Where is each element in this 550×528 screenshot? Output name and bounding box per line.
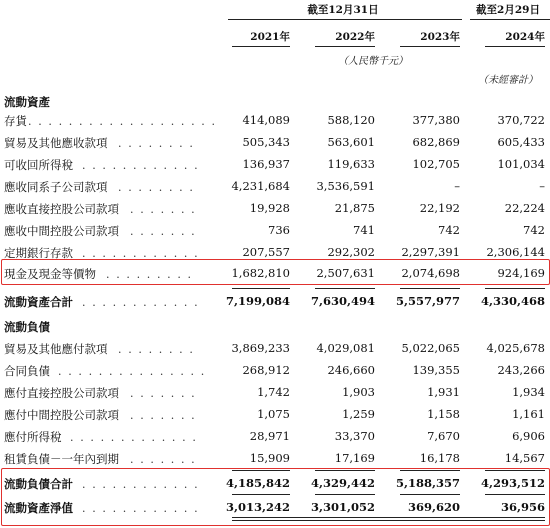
leader-dots: . . . . . . . . . . . . xyxy=(82,502,200,515)
cell-2022: 119,633 xyxy=(327,157,375,171)
cell-2024: 742 xyxy=(523,223,545,237)
row-label: 定期銀行存款 xyxy=(4,246,73,260)
cell-2021: 505,343 xyxy=(242,135,290,149)
double-rule-top xyxy=(232,517,545,518)
leader-dots: . . . . . . . . . . . . . . . xyxy=(58,365,206,378)
cell-2023: 22,192 xyxy=(419,201,460,215)
cell-2022: 3,301,052 xyxy=(310,500,375,514)
section-current-assets: 流動資產 xyxy=(4,95,50,109)
leader-dots: . . . . . . . . xyxy=(118,181,195,194)
cell-2024: 4,330,468 xyxy=(480,294,545,308)
cell-2022: 33,370 xyxy=(334,429,375,443)
leader-dots: . . . . . . . . . . . . xyxy=(82,247,200,260)
cell-2023: 1,158 xyxy=(427,407,460,421)
cell-2024: 4,293,512 xyxy=(480,476,545,490)
cell-2023: 2,074,698 xyxy=(401,266,460,280)
leader-dots: . . . . . . . xyxy=(130,409,197,422)
leader-dots: . . . . . . . . . xyxy=(106,268,193,281)
row-label: 應收中間控股公司款項 xyxy=(4,224,119,238)
year-2021-header: 2021年 xyxy=(250,31,290,43)
cell-2023: 5,557,977 xyxy=(395,294,460,308)
leader-dots: . . . . . . . xyxy=(130,453,197,466)
cell-2023: 377,380 xyxy=(412,113,460,127)
cell-2023: 1,931 xyxy=(427,385,460,399)
year-rule-2021 xyxy=(232,46,290,47)
rule-above-liability-total xyxy=(400,470,460,471)
cell-2022: 563,601 xyxy=(327,135,375,149)
cell-2022: 246,660 xyxy=(327,363,375,377)
row-label: 流動資產淨值 xyxy=(4,501,73,515)
cell-2023: 5,022,065 xyxy=(401,341,460,355)
rule-above-asset-total xyxy=(232,288,290,289)
cell-2021: 4,185,842 xyxy=(225,476,290,490)
cell-2023: 7,670 xyxy=(427,429,460,443)
cell-2024: – xyxy=(539,179,545,193)
rule-above-net-row xyxy=(232,494,290,495)
row-label: 流動資產合計 xyxy=(4,295,73,309)
cell-2022: 2,507,631 xyxy=(316,266,375,280)
cell-2021: 1,682,810 xyxy=(231,266,290,280)
cell-2022: 741 xyxy=(353,223,375,237)
rule-above-liability-total xyxy=(232,470,290,471)
section-current-liabilities: 流動負債 xyxy=(4,320,50,334)
row-label: 應收同系子公司款項 xyxy=(4,180,108,194)
cell-2023: – xyxy=(454,179,460,193)
rule-above-liability-total xyxy=(315,470,375,471)
header-group-december: 截至12月31日 xyxy=(307,4,379,16)
cell-2024: 101,034 xyxy=(497,157,545,171)
year-rule-2023 xyxy=(400,46,460,47)
row-label: 應付所得稅 xyxy=(4,430,62,444)
year-rule-2022 xyxy=(315,46,375,47)
row-label: 合同負債 xyxy=(4,364,50,378)
row-label: 租賃負債－一年內到期 xyxy=(4,452,119,466)
cell-2021: 207,557 xyxy=(242,245,290,259)
cell-2024: 14,567 xyxy=(504,451,545,465)
rule-above-net-row xyxy=(400,494,460,495)
leader-dots: . . . . . . . xyxy=(130,225,197,238)
cell-2021: 28,971 xyxy=(249,429,290,443)
cell-2022: 292,302 xyxy=(327,245,375,259)
rule-above-liability-total xyxy=(485,470,545,471)
year-rule-2024 xyxy=(485,46,545,47)
unit-label: （人民幣千元） xyxy=(338,56,408,67)
cell-2024: 370,722 xyxy=(497,113,545,127)
double-rule-bottom xyxy=(232,520,545,521)
rule-above-asset-total xyxy=(315,288,375,289)
cell-2023: 5,188,357 xyxy=(395,476,460,490)
cell-2024: 1,161 xyxy=(512,407,545,421)
cell-2024: 1,934 xyxy=(512,385,545,399)
cell-2023: 2,297,391 xyxy=(401,245,460,259)
header-group-december-rule xyxy=(228,19,462,20)
leader-dots: . . . . . . . . . . . . xyxy=(82,296,200,309)
cell-2023: 369,620 xyxy=(407,500,460,514)
cell-2024: 924,169 xyxy=(497,266,545,280)
cell-2024: 22,224 xyxy=(504,201,545,215)
cell-2021: 268,912 xyxy=(242,363,290,377)
row-label: 現金及現金等價物 xyxy=(4,267,96,281)
cell-2021: 414,089 xyxy=(242,113,290,127)
cell-2024: 4,025,678 xyxy=(486,341,545,355)
row-label: 貿易及其他應收款項 xyxy=(4,136,108,150)
leader-dots: . . . . . . . xyxy=(130,203,197,216)
cell-2023: 682,869 xyxy=(412,135,460,149)
leader-dots: . . . . . . . . . . . . . xyxy=(70,431,198,444)
cell-2021: 7,199,084 xyxy=(225,294,290,308)
unaudited-label: （未經審計） xyxy=(478,75,538,86)
row-label: 流動負債合計 xyxy=(4,477,73,491)
leader-dots: . . . . . . . . . . . . xyxy=(82,478,200,491)
leader-dots: . . . . . . . xyxy=(130,387,197,400)
cell-2021: 4,231,684 xyxy=(231,179,290,193)
cell-2021: 736 xyxy=(268,223,290,237)
cell-2021: 3,013,242 xyxy=(225,500,290,514)
row-label: 應付中間控股公司款項 xyxy=(4,408,119,422)
row-label: 可收回所得稅 xyxy=(4,158,73,172)
cell-2022: 17,169 xyxy=(334,451,375,465)
row-label: 應付直接控股公司款項 xyxy=(4,386,119,400)
cell-2021: 3,869,233 xyxy=(231,341,290,355)
cell-2023: 742 xyxy=(438,223,460,237)
row-label: 應收直接控股公司款項 xyxy=(4,202,119,216)
cell-2022: 4,329,442 xyxy=(310,476,375,490)
rule-above-net-row xyxy=(485,494,545,495)
leader-dots: . . . . . . . . xyxy=(118,343,195,356)
cell-2023: 16,178 xyxy=(419,451,460,465)
cell-2021: 1,742 xyxy=(257,385,290,399)
rule-above-asset-total xyxy=(400,288,460,289)
leader-dots: . . . . . . . . . . . . . . . . . . . xyxy=(28,115,217,128)
cell-2022: 1,903 xyxy=(342,385,375,399)
cell-2024: 6,906 xyxy=(512,429,545,443)
cell-2024: 2,306,144 xyxy=(486,245,545,259)
rule-above-net-row xyxy=(315,494,375,495)
cell-2022: 7,630,494 xyxy=(310,294,375,308)
cell-2024: 36,956 xyxy=(500,500,545,514)
cell-2023: 102,705 xyxy=(412,157,460,171)
leader-dots: . . . . . . . . . . . . xyxy=(82,159,200,172)
cell-2024: 243,266 xyxy=(497,363,545,377)
cell-2024: 605,433 xyxy=(497,135,545,149)
cell-2022: 21,875 xyxy=(334,201,375,215)
cell-2021: 1,075 xyxy=(257,407,290,421)
header-group-february-rule xyxy=(470,19,550,20)
cell-2022: 1,259 xyxy=(342,407,375,421)
cell-2022: 3,536,591 xyxy=(316,179,375,193)
row-label: 存貨 xyxy=(4,114,27,128)
cell-2021: 19,928 xyxy=(249,201,290,215)
cell-2021: 136,937 xyxy=(242,157,290,171)
cell-2022: 588,120 xyxy=(327,113,375,127)
year-2022-header: 2022年 xyxy=(335,31,375,43)
rule-above-asset-total xyxy=(485,288,545,289)
cell-2021: 15,909 xyxy=(249,451,290,465)
row-label: 貿易及其他應付款項 xyxy=(4,342,108,356)
cell-2023: 139,355 xyxy=(412,363,460,377)
leader-dots: . . . . . . . . xyxy=(118,137,195,150)
year-2023-header: 2023年 xyxy=(420,31,460,43)
cell-2022: 4,029,081 xyxy=(316,341,375,355)
header-group-february: 截至2月29日 xyxy=(476,4,540,16)
year-2024-header: 2024年 xyxy=(505,31,545,43)
